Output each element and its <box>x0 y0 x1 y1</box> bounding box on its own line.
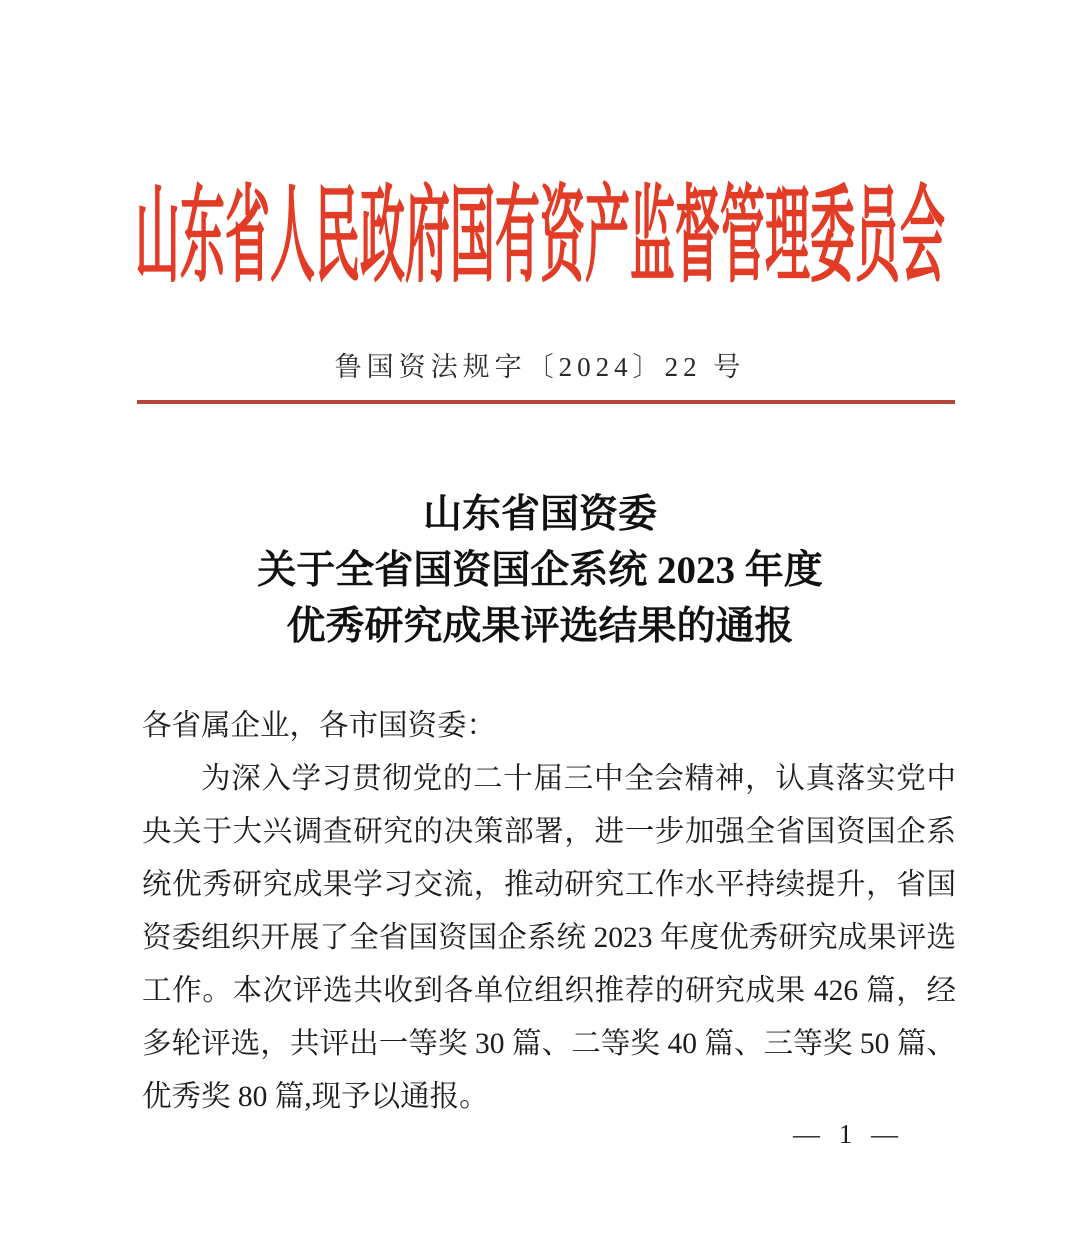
paragraph-line: 多轮评选，共评出一等奖 30 篇、二等奖 40 篇、三等奖 50 篇、 <box>142 1028 956 1060</box>
document-reference-number: 鲁国资法规字〔2024〕22 号 <box>334 352 746 382</box>
letterhead-divider-line <box>137 400 955 404</box>
paragraph-line: 工作。本次评选共收到各单位组织推荐的研究成果 426 篇，经 <box>142 975 956 1007</box>
paragraph-line: 资委组织开展了全省国资国企系统 2023 年度优秀研究成果评选 <box>142 922 956 954</box>
salutation-line: 各省属企业，各市国资委： <box>142 710 497 742</box>
paragraph-line: 优秀奖 80 篇,现予以通报。 <box>142 1081 489 1113</box>
document-title-line-2: 关于全省国资国企系统 2023 年度 <box>257 549 823 592</box>
paragraph-line: 统优秀研究成果学习交流，推动研究工作水平持续提升，省国 <box>142 869 956 901</box>
letterhead-issuer-title: 山东省人民政府国有资产监督管理委员会 <box>134 178 945 296</box>
page-number: — 1 — <box>793 1119 904 1149</box>
paragraph-line: 为深入学习贯彻党的二十届三中全会精神，认真落实党中 <box>201 763 956 795</box>
document-title-line-3: 优秀研究成果评选结果的通报 <box>286 605 794 648</box>
document-body <box>142 700 956 1124</box>
document-title-line-1: 山东省国资委 <box>422 493 657 536</box>
document-title <box>0 487 1080 655</box>
paragraph-line: 央关于大兴调查研究的决策部署，进一步加强全省国资国企系 <box>142 816 956 848</box>
